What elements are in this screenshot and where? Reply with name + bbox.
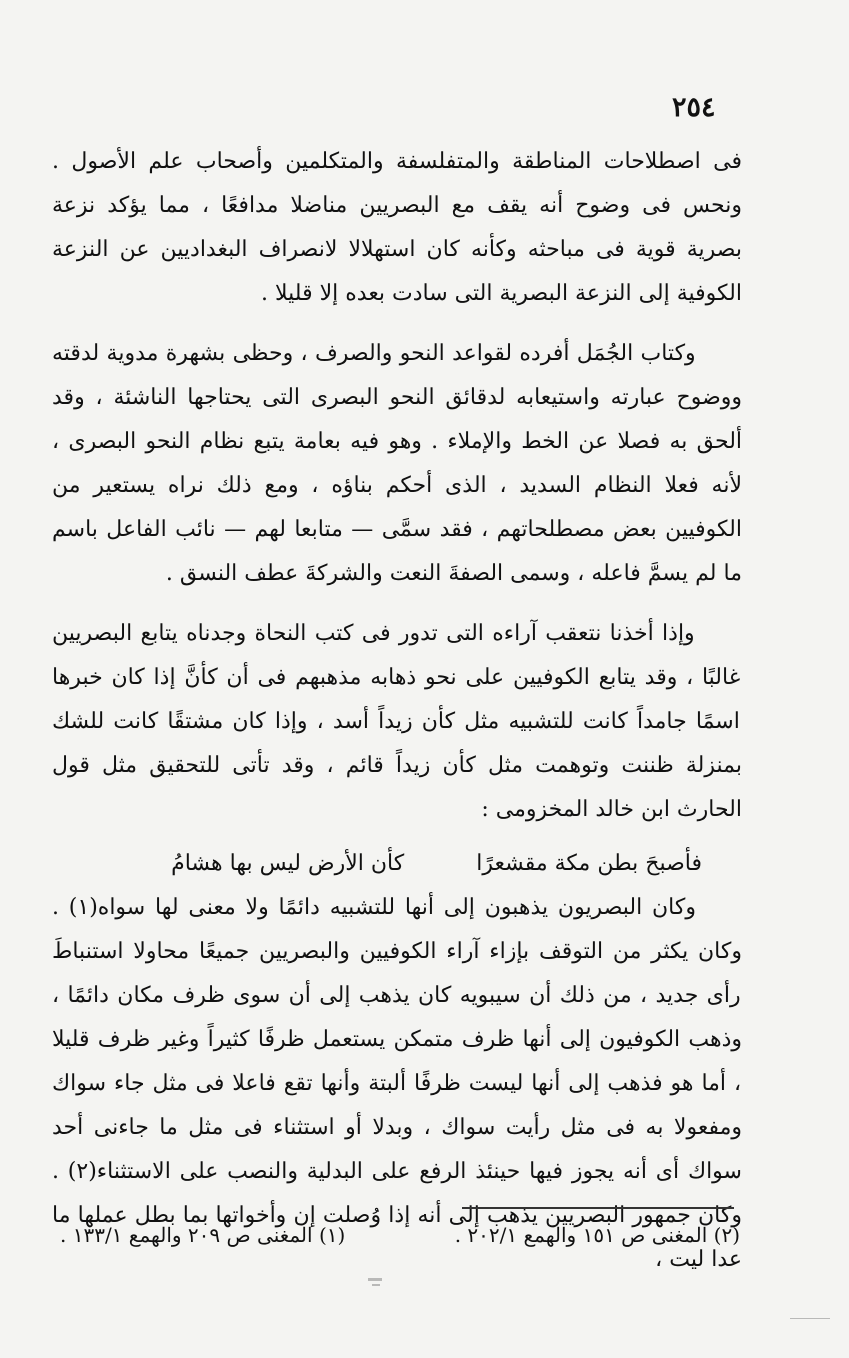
scan-speck <box>368 1278 382 1281</box>
text-line: أما هو فذهب إلى أنها ليست ظرفًا ألبتة وأنها تقع فاعلا فى مثل جاء سواك <box>52 1071 727 1096</box>
footnote-1: (١) المغنى ص ٢٠٩ والهمع ١٣٣/١ . <box>60 1223 346 1247</box>
text-line: وسمى الصفةَ النعت والشركةَ عطف النسق . <box>165 561 571 586</box>
scan-speck <box>790 1318 830 1319</box>
text-line: أى أنه يجوز فيها حينئذ الرفع على البدلية والنصب على الاستثناء(٢) . وكان جمهور <box>52 1159 742 1228</box>
scan-speck <box>372 1284 380 1286</box>
paragraph-2 <box>52 332 742 596</box>
verse-first-hemistich: فأصبحَ بطن مكة مقشعرًا <box>476 851 702 876</box>
body-text <box>52 140 742 1282</box>
text-line: مصطلحاتهم ، فقد سمَّى — متابعا لهم — نائب الفاعل باسم ما لم يسمَّ فاعله ، <box>52 517 742 586</box>
poetry-verse <box>52 842 742 886</box>
text-line: فى مباحثه وكأنه كان استهلالا لانصراف البغداديين عن النزعة الكوفية إلى النزعة <box>52 237 742 306</box>
text-line: وكان البصريون يذهبون إلى أنها للتشبيه دائمًا ولا معنى لها سواه(١) . وكان <box>52 895 742 964</box>
text-line: ووضوح عبارته واستيعابه لدقائق النحو البصرى التى يحتاجها الناشئة ، وقد ألحق <box>52 385 743 454</box>
text-line: بمنزلة ظننت وتوهمت مثل كأن زيداً قائم ، وقد تأتى للتحقيق مثل قول الحارث <box>52 753 742 822</box>
text-line: وذهب الكوفيون إلى أنها ظرف متمكن يستعمل ظرفًا كثيراً وغير ظرف قليلا ، <box>52 1027 742 1096</box>
text-line: يكثر من التوقف بإزاء آراء الكوفيين والبصريين جميعًا محاولا استنباطَ رأى <box>52 939 741 1008</box>
text-line: فى اصطلاحات المناطقة والمتفلسفة والمتكلمين وأصحاب علم الأصول . ونحس <box>52 149 742 218</box>
text-line: وكتاب الجُمَل أفرده لقواعد النحو والصرف ، وحظى بشهرة مدوية لدقته <box>52 341 696 366</box>
footnote-2: (٢) المغنى ص ١٥١ والهمع ٢٠٢/١ . <box>454 1223 740 1247</box>
text-line: اسمًا جامداً كانت للتشبيه مثل كأن زيداً أسد ، وإذا كان مشتقًا كانت للشك <box>52 709 740 734</box>
text-line: وإذا أخذنا نتعقب آراءه التى تدور فى كتب النحاة وجدناه يتابع البصريين <box>52 621 695 646</box>
footnotes <box>60 1216 740 1254</box>
text-line: جديد ، من ذلك أن سيبويه كان يذهب إلى أن سوى ظرف مكان دائمًا ، <box>52 983 699 1008</box>
text-line: فى وضوح أنه يقف مع البصريين مناضلا مدافعًا ، مما يؤكد نزعة بصرية قوية <box>52 193 742 262</box>
text-line: ومفعولا به فى مثل رأيت سواك ، وبدلا أو استثناء فى مثل ما جاءنى أحد سواك <box>52 1115 742 1184</box>
text-line: غالبًا ، وقد يتابع الكوفيين على نحو ذهابه مذهبهم فى أن كأنَّ إذا كان خبرها <box>52 665 741 690</box>
footnote-separator <box>462 1207 734 1209</box>
text-line: ابن خالد المخزومى : <box>481 797 670 822</box>
paragraph-1 <box>52 140 742 316</box>
verse-second-hemistich: كأن الأرض ليس بها هشامُ <box>171 851 405 876</box>
text-line: البصرية التى سادت بعده إلا قليلا . <box>261 281 569 306</box>
page-number: ٢٥٤ <box>672 92 716 123</box>
text-line: به فصلا عن الخط والإملاء . وهو فيه بعامة يتبع نظام النحو البصرى ، لأنه <box>52 429 742 498</box>
text-line: البصريين يذهب إلى أنه إذا وُصلت إن وأخواتها بما بطل عملها ما عدا ليت ، <box>52 1203 742 1272</box>
paragraph-3 <box>52 612 742 832</box>
text-line: فعلا النظام السديد ، الذى أحكم بناؤه ، ومع ذلك نراه يستعير من الكوفيين بعض <box>52 473 743 542</box>
